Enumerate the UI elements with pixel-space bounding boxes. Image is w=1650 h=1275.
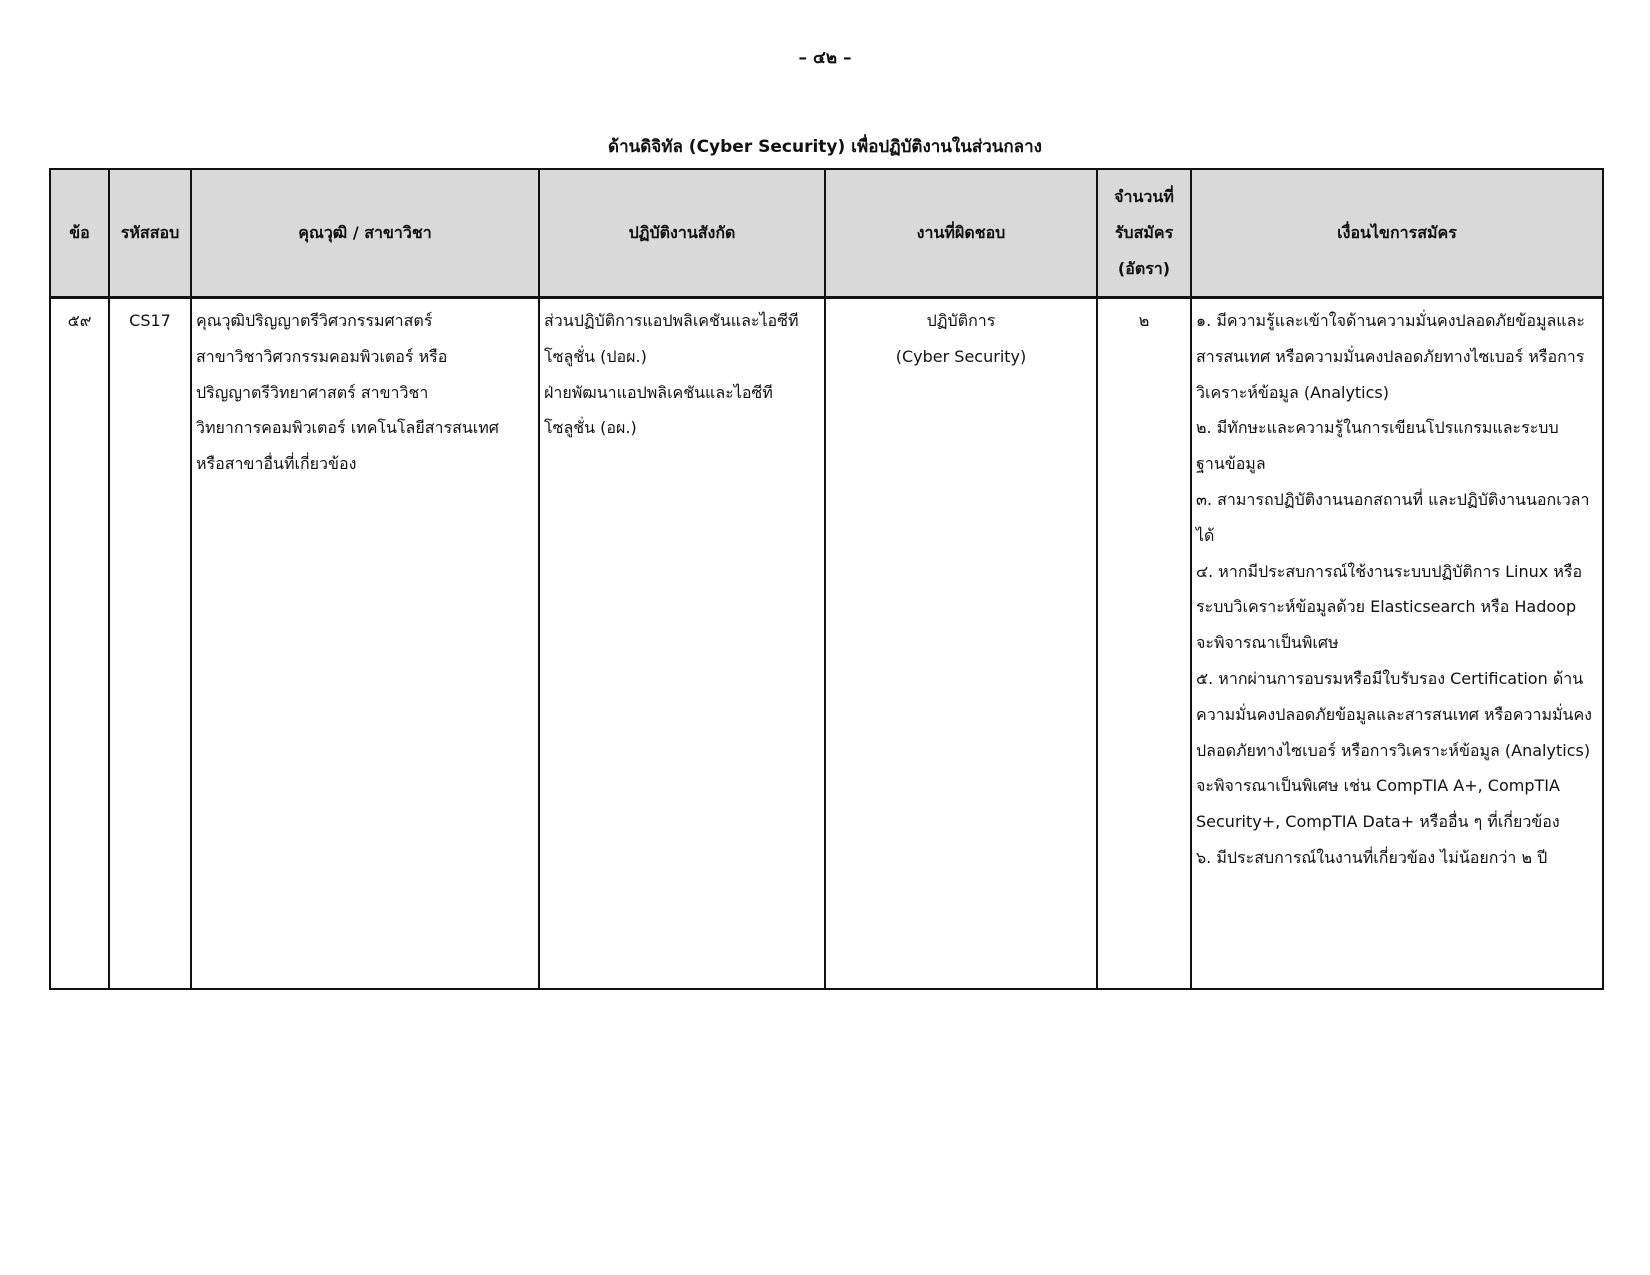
condition-line: วิเคราะห์ข้อมูล (Analytics) xyxy=(1196,382,1389,402)
condition-line: ฐานข้อมูล xyxy=(1196,454,1266,474)
condition-line: ระบบวิเคราะห์ข้อมูลด้วย Elasticsearch หรือ Hadoop xyxy=(1196,597,1577,617)
condition-line: ๑. มีความรู้และเข้าใจด้านความมั่นคงปลอดภัยข้อมูลและ xyxy=(1196,311,1585,330)
condition-line: Security+, CompTIA Data+ หรืออื่น ๆ ที่เกี่ยวข้อง xyxy=(1196,812,1560,832)
header-conditions: เงื่อนไขการสมัคร xyxy=(1191,169,1603,298)
qualification-line: วิทยาการคอมพิวเตอร์ เทคโนโลยีสารสนเทศ xyxy=(196,418,499,438)
header-qualification: คุณวุฒิ / สาขาวิชา xyxy=(191,169,539,298)
cell-count: ๒ xyxy=(1097,298,1191,990)
header-duty: งานที่ผิดชอบ xyxy=(825,169,1097,298)
condition-line: จะพิจารณาเป็นพิเศษ xyxy=(1196,633,1339,653)
condition-line: สารสนเทศ หรือความมั่นคงปลอดภัยทางไซเบอร์ หรือการ xyxy=(1196,346,1585,366)
header-count-line: จำนวนที่ xyxy=(1114,187,1174,206)
condition-line: ๓. สามารถปฏิบัติงานนอกสถานที่ และปฏิบัติงานนอกเวลา xyxy=(1196,489,1590,509)
recruitment-table xyxy=(49,168,1604,990)
cell-qualification xyxy=(191,298,539,990)
cell-unit xyxy=(539,298,825,990)
condition-line: ๖. มีประสบการณ์ในงานที่เกี่ยวข้อง ไม่น้อยกว่า ๒ ปี xyxy=(1196,847,1548,867)
table-header-row xyxy=(50,169,1603,298)
condition-line: ปลอดภัยทางไซเบอร์ หรือการวิเคราะห์ข้อมูล (Analytics) xyxy=(1196,740,1591,760)
condition-line: จะพิจารณาเป็นพิเศษ เช่น CompTIA A+, CompTIA xyxy=(1196,776,1560,796)
section-title: ด้านดิจิทัล (Cyber Security) เพื่อปฏิบัติงานในส่วนกลาง xyxy=(608,137,1042,157)
cell-duty xyxy=(825,298,1097,990)
header-no: ข้อ xyxy=(50,169,109,298)
cell-conditions xyxy=(1191,298,1603,990)
qualification-line: หรือสาขาอื่นที่เกี่ยวข้อง xyxy=(196,454,357,474)
unit-line: โซลูชั่น (อผ.) xyxy=(544,418,637,438)
condition-line: ได้ xyxy=(1196,525,1215,545)
duty-line: (Cyber Security) xyxy=(895,346,1027,366)
page-number: – ๔๒ – xyxy=(798,48,852,68)
header-count-line: (อัตรา) xyxy=(1117,259,1171,278)
unit-line: ส่วนปฏิบัติการแอปพลิเคชันและไอซีที xyxy=(544,311,799,330)
qualification-line: ปริญญาตรีวิทยาศาสตร์ สาขาวิชา xyxy=(196,382,429,402)
condition-line: ความมั่นคงปลอดภัยข้อมูลและสารสนเทศ หรือความมั่นคง xyxy=(1196,704,1592,724)
cell-code: CS17 xyxy=(109,298,191,990)
condition-line: ๒. มีทักษะและความรู้ในการเขียนโปรแกรมและระบบ xyxy=(1196,418,1559,438)
cell-no: ๕๙ xyxy=(50,298,109,990)
qualification-line: สาขาวิชาวิศวกรรมคอมพิวเตอร์ หรือ xyxy=(196,346,448,366)
header-unit: ปฏิบัติงานสังกัด xyxy=(539,169,825,298)
header-count xyxy=(1097,169,1191,298)
condition-line: ๔. หากมีประสบการณ์ใช้งานระบบปฏิบัติการ Linux หรือ xyxy=(1196,561,1583,581)
condition-line: ๕. หากผ่านการอบรมหรือมีใบรับรอง Certification ด้าน xyxy=(1196,668,1584,688)
table-row xyxy=(50,298,1603,990)
unit-line: ฝ่ายพัฒนาแอปพลิเคชันและไอซีที xyxy=(544,382,773,402)
header-code: รหัสสอบ xyxy=(109,169,191,298)
qualification-line: คุณวุฒิปริญญาตรีวิศวกรรมศาสตร์ xyxy=(196,311,433,330)
unit-line: โซลูชั่น (ปอผ.) xyxy=(544,346,647,366)
duty-line: ปฏิบัติการ xyxy=(926,311,996,330)
header-count-line: รับสมัคร xyxy=(1114,223,1174,242)
